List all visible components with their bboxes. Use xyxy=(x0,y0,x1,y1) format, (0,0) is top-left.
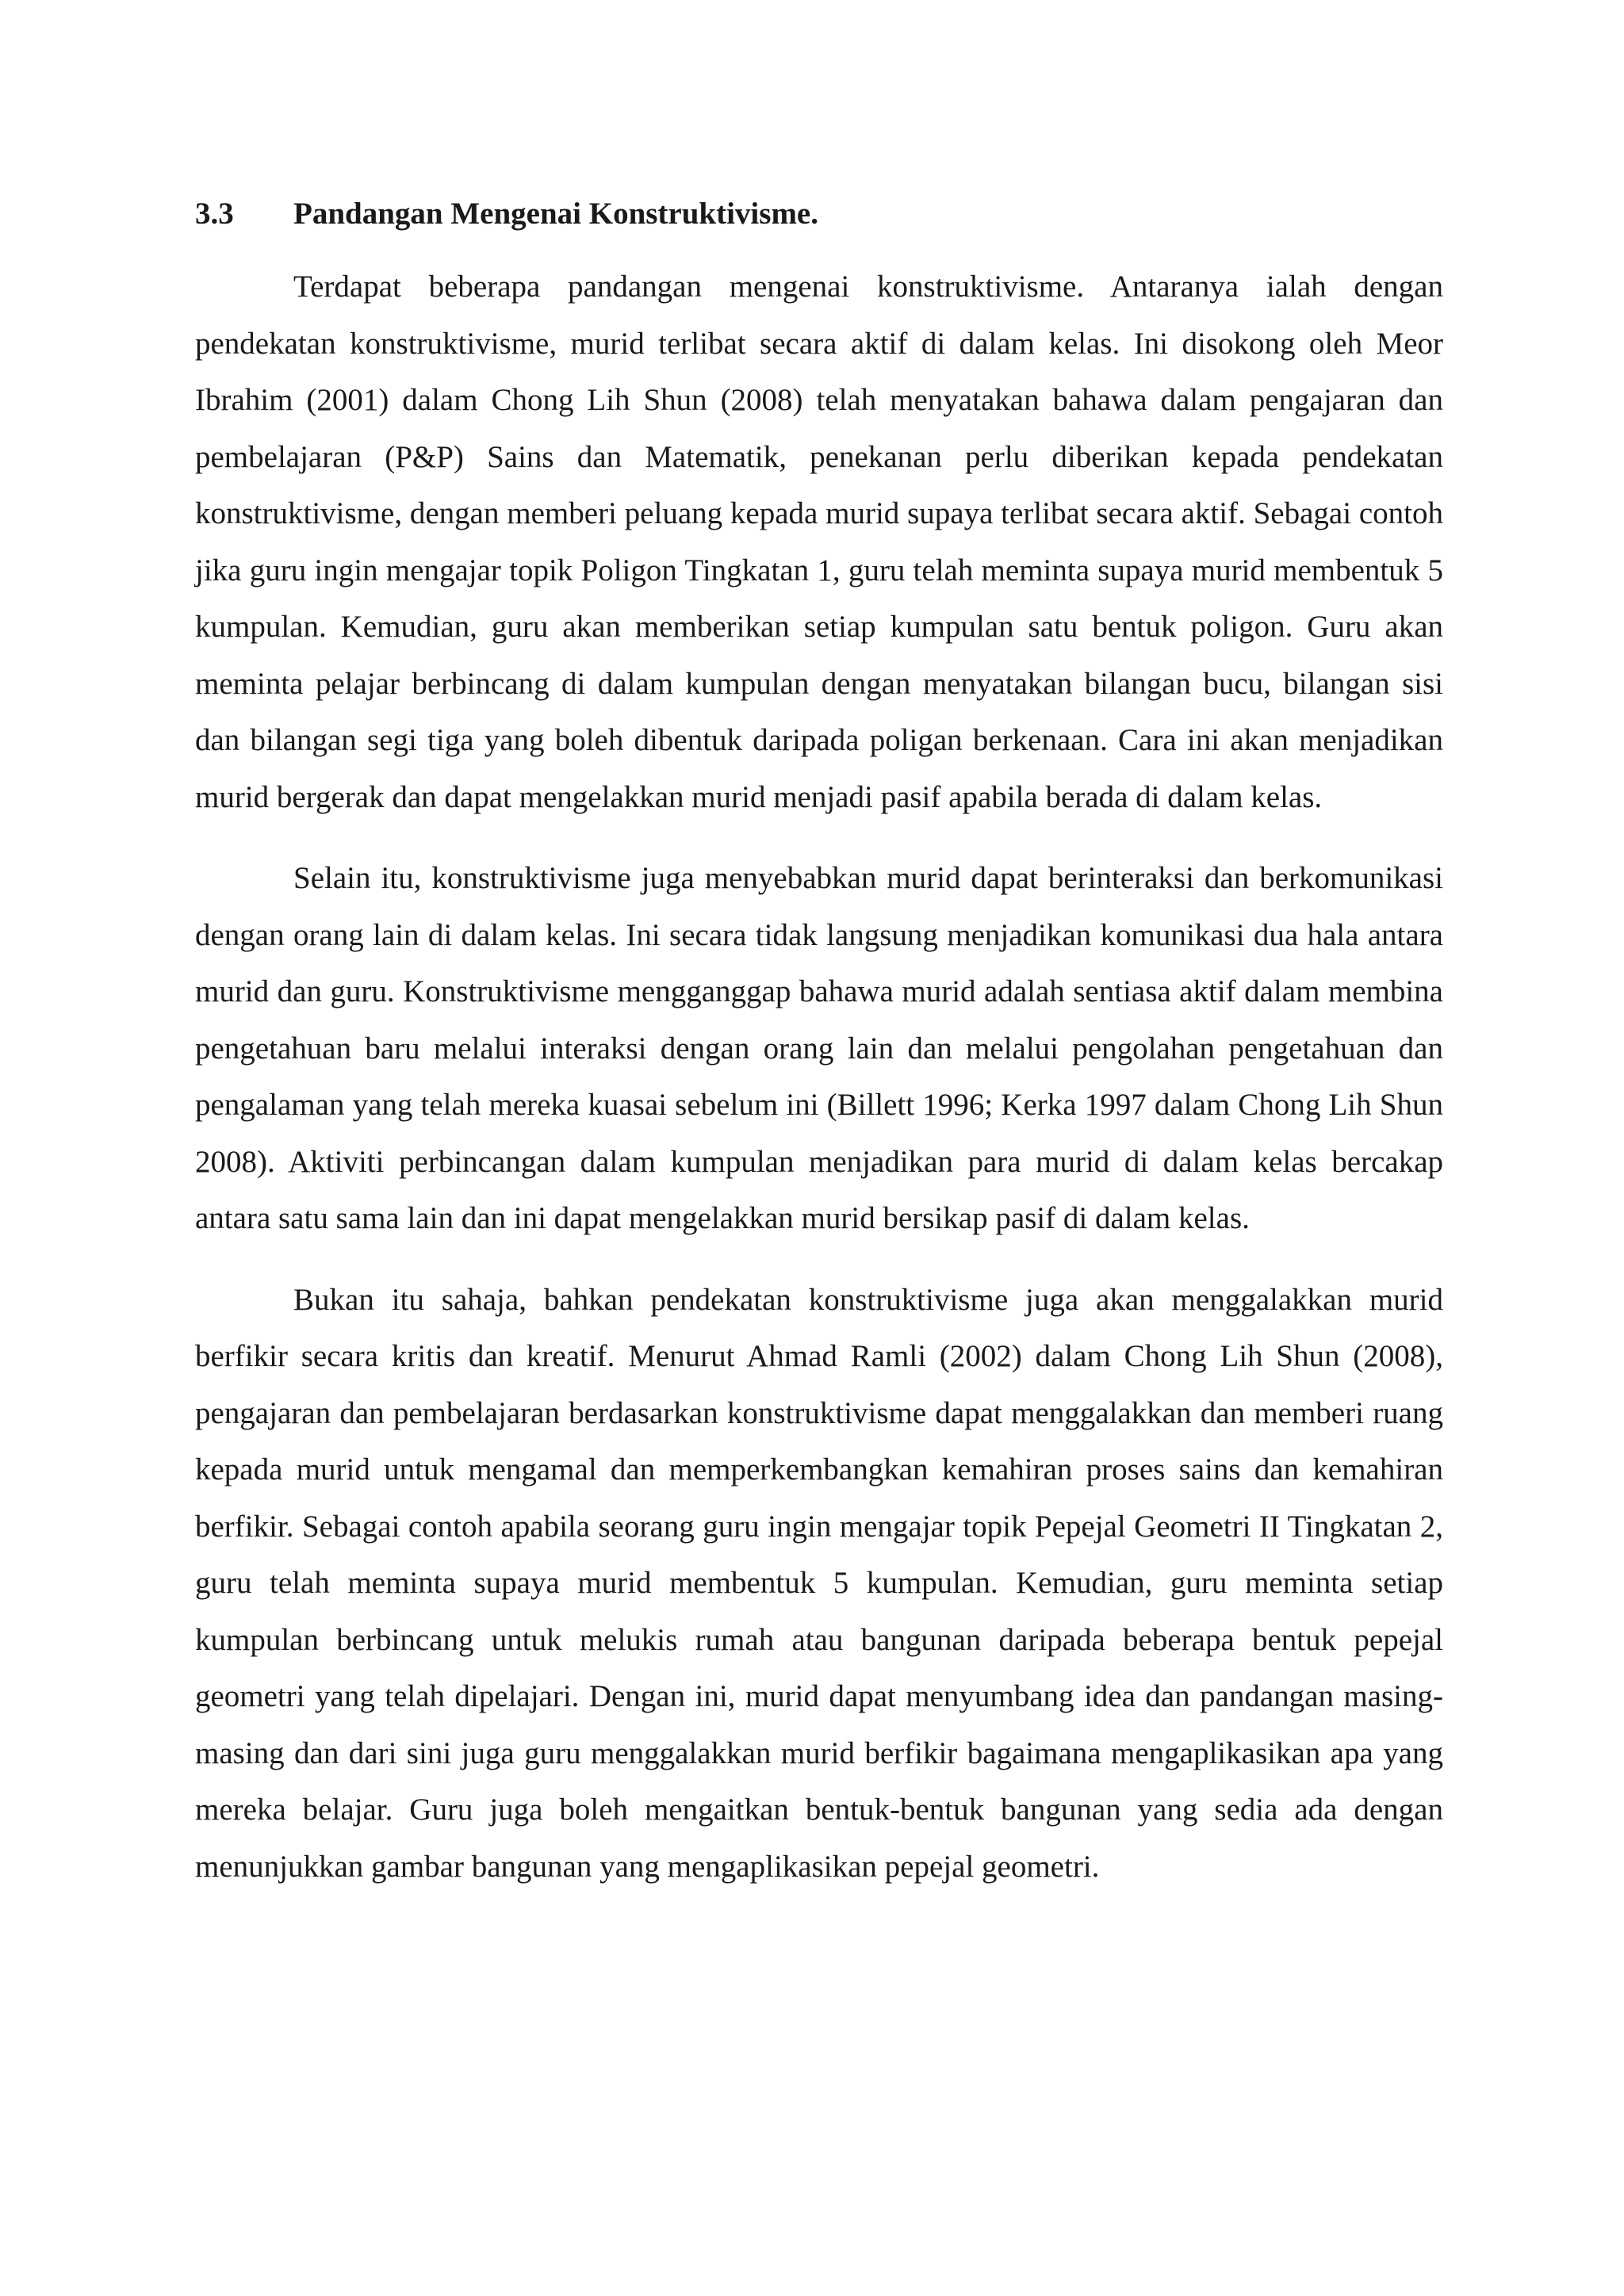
paragraph-3: Bukan itu sahaja, bahkan pendekatan konstruktivisme juga akan menggalakkan murid berfikir secara kritis dan kreatif. Menurut Ahmad Ramli (2002) dalam Chong Lih Shun (2008), pengajaran dan pembelajaran berdasarkan konstruktivisme dapat menggalakkan dan memberi ruang kepada murid untuk mengamal dan memperkembangkan kemahiran proses sains dan kemahiran berfikir. Sebagai contoh apabila seorang guru ingin mengajar topik Pepejal Geometri II Tingkatan 2, guru telah meminta supaya murid membentuk 5 kumpulan. Kemudian, guru meminta setiap kumpulan berbincang untuk melukis rumah atau bangunan daripada beberapa bentuk pepejal geometri yang telah dipelajari. Dengan ini, murid dapat menyumbang idea dan pandangan masing-masing dan dari sini juga guru menggalakkan murid berfikir bagaimana mengaplikasikan apa yang mereka belajar. Guru juga boleh mengaitkan bentuk-bentuk bangunan yang sedia ada dengan menunjukkan gambar bangunan yang mengaplikasikan pepejal geometri. xyxy=(195,1282,1443,1884)
section-heading xyxy=(195,190,1443,238)
paragraph-1: Terdapat beberapa pandangan mengenai konstruktivisme. Antaranya ialah dengan pendekatan konstruktivisme, murid terlibat secara aktif di dalam kelas. Ini disokong oleh Meor Ibrahim (2001) dalam Chong Lih Shun (2008) telah menyatakan bahawa dalam pengajaran dan pembelajaran (P&P) Sains dan Matematik, penekanan perlu diberikan kepada pendekatan konstruktivisme, dengan memberi peluang kepada murid supaya terlibat secara aktif. Sebagai contoh jika guru ingin mengajar topik Poligon Tingkatan 1, guru telah meminta supaya murid membentuk 5 kumpulan. Kemudian, guru akan memberikan setiap kumpulan satu bentuk poligon. Guru akan meminta pelajar berbincang di dalam kumpulan dengan menyatakan bilangan bucu, bilangan sisi dan bilangan segi tiga yang boleh dibentuk daripada poligan berkenaan. Cara ini akan menjadikan murid bergerak dan dapat mengelakkan murid menjadi pasif apabila berada di dalam kelas. xyxy=(195,270,1443,814)
page-content xyxy=(195,190,1443,1919)
section-number: 3.3 xyxy=(195,197,234,231)
section-title: Pandangan Mengenai Konstruktivisme. xyxy=(293,197,818,231)
paragraph-2: Selain itu, konstruktivisme juga menyebabkan murid dapat berinteraksi dan berkomunikasi dengan orang lain di dalam kelas. Ini secara tidak langsung menjadikan komunikasi dua hala antara murid dan guru. Konstruktivisme mengganggap bahawa murid adalah sentiasa aktif dalam membina pengetahuan baru melalui interaksi dengan orang lain dan melalui pengolahan pengetahuan dan pengalaman yang telah mereka kuasai sebelum ini (Billett 1996; Kerka 1997 dalam Chong Lih Shun 2008). Aktiviti perbincangan dalam kumpulan menjadikan para murid di dalam kelas bercakap antara satu sama lain dan ini dapat mengelakkan murid bersikap pasif di dalam kelas. xyxy=(195,861,1443,1235)
